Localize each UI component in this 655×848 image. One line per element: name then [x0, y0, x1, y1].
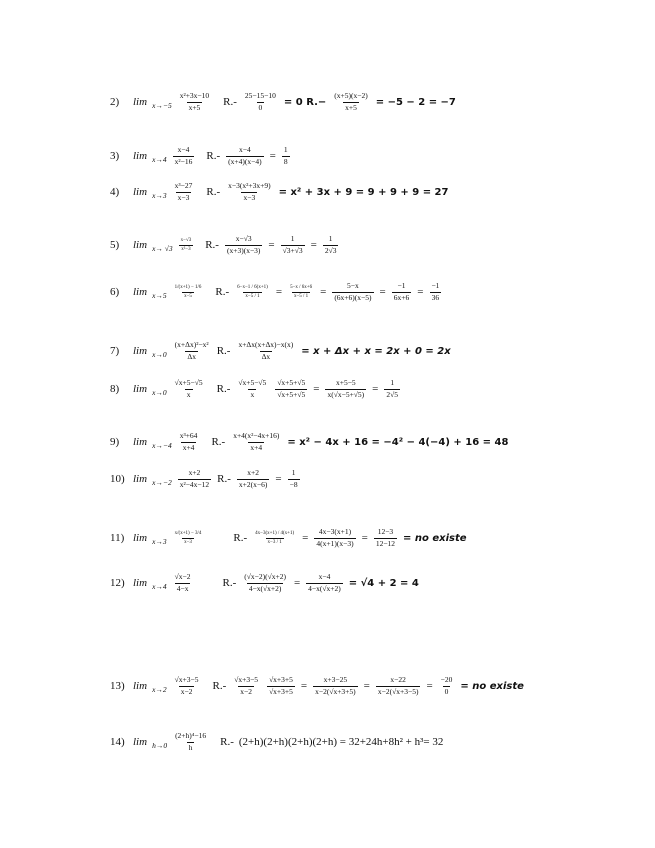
answer-prefix: R.-: [223, 96, 237, 109]
lim-word: lim: [133, 383, 148, 396]
conjugate-fraction: $\frac{√x+5+√5}{√x+5+√5}$: [277, 378, 306, 399]
answer-prefix: R.-: [220, 736, 234, 749]
result-fraction: $\frac{1}{8}$: [283, 145, 288, 166]
problem-label: 6): [110, 286, 120, 299]
problem-12: [110, 573, 419, 593]
problem-4: [110, 182, 448, 202]
problem-label: 13): [110, 680, 125, 693]
step-fraction: $\frac{√x+5-√5}{x}$: [238, 378, 267, 399]
problem-9: [110, 432, 508, 452]
answer-prefix: R.-: [222, 577, 237, 590]
step-fraction: $\frac{4x-3(x+1)}{4(x+1)(x-3)}$: [316, 527, 354, 548]
step-fraction: $\frac{5-x}{(6x+6)(x-5)}$: [334, 281, 372, 302]
result-fraction: $\frac{1}{-8}$: [289, 468, 298, 489]
lim-word: lim: [133, 150, 148, 163]
problem-label: 9): [110, 436, 120, 449]
step-fraction: $\frac{x-22}{x-2(√x+3-5)}$: [377, 675, 419, 696]
step-fraction: $\frac{1}{√3+√3}$: [282, 234, 303, 255]
equals-sign: =: [269, 150, 276, 163]
lim-subscript: x→−4: [152, 440, 172, 450]
answer-prefix: R.-: [205, 239, 219, 252]
problem-2: [110, 92, 456, 112]
answer-prefix: R.-: [206, 186, 221, 199]
lim-word: lim: [133, 736, 148, 749]
step-fraction: $\frac{12-3}{12-12}$: [375, 527, 396, 548]
limit-fraction: $\frac{\text{x²+3x−10}}{x+5}$: [179, 91, 210, 112]
answer-prefix: R.-: [212, 680, 227, 693]
lim-subscript: x→3: [152, 536, 167, 546]
equals-sign: =: [313, 383, 320, 396]
lim-word: lim: [133, 286, 148, 299]
equals-sign: =: [363, 680, 370, 693]
result-text: = x² + 3x + 9 = 9 + 9 + 9 = 27: [278, 186, 449, 198]
problem-label: 3): [110, 150, 120, 163]
problem-7: [110, 341, 451, 361]
problem-label: 11): [110, 532, 125, 545]
lim-word: lim: [133, 345, 148, 358]
limit-fraction: $\frac{x/(x+1) - 3/4}{x-3}$: [174, 530, 202, 545]
result-text: = √4 + 2 = 4: [348, 577, 419, 589]
lim-subscript: x→−2: [152, 477, 172, 487]
problem-label: 10): [110, 473, 125, 486]
equals-sign: =: [379, 286, 386, 299]
problem-3: [110, 146, 291, 166]
problem-label: 2): [110, 96, 120, 109]
problem-label: 5): [110, 239, 120, 252]
equals-sign: =: [417, 286, 424, 299]
step-fraction: $\frac{\text{x+4(x²−4x+16)}}{x+4}$: [233, 431, 280, 452]
lim-subscript: x→4: [152, 581, 167, 591]
limit-fraction: $\frac{\text{(2+h)⁴−16}}{h}$: [175, 731, 207, 752]
problem-label: 4): [110, 186, 120, 199]
limit-fraction: $\frac{\text{x³−27}}{x-3}$: [174, 181, 193, 202]
step-fraction: $\frac{4x-3(x+1) / 4(x+1)}{x-3 / 1}$: [255, 530, 295, 545]
answer-prefix: R.-: [217, 473, 231, 486]
step-text: = 0 R.−: [283, 96, 327, 108]
result-fraction: $\frac{-1}{36}$: [431, 281, 440, 302]
lim-word: lim: [133, 680, 148, 693]
equals-sign: =: [293, 577, 301, 590]
step-fraction: $\frac{x-4}{(x+4)(x-4)}$: [228, 145, 262, 166]
step-fraction: $\frac{x-4}{4-x(√x+2)}$: [308, 572, 341, 593]
problem-label: 8): [110, 383, 120, 396]
result-text: = −5 − 2 = −7: [375, 96, 456, 108]
equals-sign: =: [300, 680, 308, 693]
answer-prefix: R.-: [215, 286, 230, 299]
result-text: = x² − 4x + 16 = −4² − 4(−4) + 16 = 48: [287, 436, 509, 448]
lim-subscript: x→2: [152, 684, 167, 694]
step-fraction: $\frac{(x+5)(x-2)}{x+5}$: [334, 91, 368, 112]
equals-sign: =: [268, 239, 275, 252]
equals-sign: =: [320, 286, 327, 299]
equals-sign: =: [275, 473, 282, 486]
equals-sign: =: [361, 532, 368, 545]
step-fraction: $\frac{\text{x−3(x²+3x+9)}}{x-3}$: [228, 181, 271, 202]
equals-sign: =: [372, 383, 379, 396]
lim-subscript: x→ √3: [152, 243, 173, 253]
equals-sign: =: [310, 239, 317, 252]
step-fraction: $\frac{x+2}{x+2(x-6)}$: [238, 468, 268, 489]
lim-word: lim: [133, 532, 148, 545]
limit-fraction: $\frac{x-√3}{\text{x²−3}}$: [180, 237, 192, 252]
lim-word: lim: [133, 239, 148, 252]
lim-subscript: x→3: [152, 190, 167, 200]
step-fraction: $\frac{√x+3-5}{x-2}$: [234, 675, 259, 696]
result-text: (2+h)(2+h)(2+h)(2+h) = 32+24h+8h² + h³= 32: [238, 736, 444, 749]
lim-word: lim: [133, 577, 148, 590]
lim-word: lim: [133, 473, 148, 486]
problem-5: [110, 235, 339, 255]
problem-14: [110, 732, 443, 752]
answer-prefix: R.-: [216, 383, 231, 396]
lim-subscript: x→−5: [152, 100, 172, 110]
limit-fraction: $\frac{\text{x³+64}}{x+4}$: [179, 431, 198, 452]
result-fraction: $\frac{1}{2√3}$: [324, 234, 337, 255]
step-fraction: $\frac{x+\Delta x(x+\Delta x)-x(x)}{\Delta x}$: [238, 340, 294, 361]
lim-subscript: x→0: [152, 349, 167, 359]
limit-fraction: $\frac{x+2}{\text{x²−4x−12}}$: [179, 468, 210, 489]
problem-label: 14): [110, 736, 125, 749]
step-fraction: $\frac{6-x-1 / 6(x+1)}{x-5 / 1}$: [237, 284, 268, 299]
lim-subscript: h→0: [152, 740, 168, 750]
step-fraction: $\frac{x-√3}{(x+3)(x-3)}$: [226, 234, 261, 255]
result-text: = no existe: [460, 680, 524, 692]
answer-prefix: R.-: [233, 532, 248, 545]
limit-fraction: $\frac{√x-2}{4-x}$: [174, 572, 191, 593]
problem-label: 7): [110, 345, 120, 358]
step-fraction: $\frac{x+5-5}{x(√x-5+√5)}$: [327, 378, 365, 399]
problem-11: [110, 528, 467, 548]
equals-sign: =: [426, 680, 433, 693]
conjugate-fraction: $\frac{√x+3+5}{√x+3+5}$: [269, 675, 293, 696]
step-fraction: $\frac{5-x / 6x+6}{x-5 / 1}$: [290, 284, 313, 299]
step-fraction: $\frac{25-15-10}{0}$: [244, 91, 276, 112]
result-fraction: $\frac{1}{2√5}$: [386, 378, 399, 399]
lim-word: lim: [133, 436, 148, 449]
equals-sign: =: [302, 532, 309, 545]
lim-subscript: x→0: [152, 387, 167, 397]
problem-label: 12): [110, 577, 125, 590]
step-fraction: $\frac{-1}{6x+6}$: [393, 281, 410, 302]
limit-fraction: $\frac{x-4}{\text{x²−16}}$: [174, 145, 193, 166]
lim-word: lim: [133, 96, 148, 109]
answer-prefix: R.-: [216, 345, 231, 358]
problem-10: [110, 469, 301, 489]
limit-fraction: $\frac{1/(x+1) - 1/6}{x-5}$: [174, 284, 202, 299]
limit-fraction: $\frac{√x+5-√5}{x}$: [174, 378, 203, 399]
lim-subscript: x→4: [152, 154, 167, 164]
step-fraction: $\frac{(√x-2)(√x+2)}{4-x(√x+2)}$: [244, 572, 286, 593]
answer-prefix: R.-: [211, 436, 226, 449]
limit-fraction: $\frac{\text{(x+Δx)²−x²}}{\Delta x}$: [174, 340, 209, 361]
step-fraction: $\frac{-20}{0}$: [440, 675, 453, 696]
result-text: = no existe: [403, 532, 467, 544]
limit-fraction: $\frac{√x+3-5}{x-2}$: [174, 675, 199, 696]
result-text: = x + Δx + x = 2x + 0 = 2x: [301, 345, 451, 357]
problem-13: [110, 676, 524, 696]
problem-8: [110, 379, 401, 399]
step-fraction: $\frac{x+3-25}{x-2(√x+3+5)}$: [315, 675, 356, 696]
equals-sign: =: [275, 286, 283, 299]
answer-prefix: R.-: [206, 150, 221, 163]
lim-subscript: x→5: [152, 290, 167, 300]
problem-6: [110, 282, 442, 302]
lim-word: lim: [133, 186, 148, 199]
